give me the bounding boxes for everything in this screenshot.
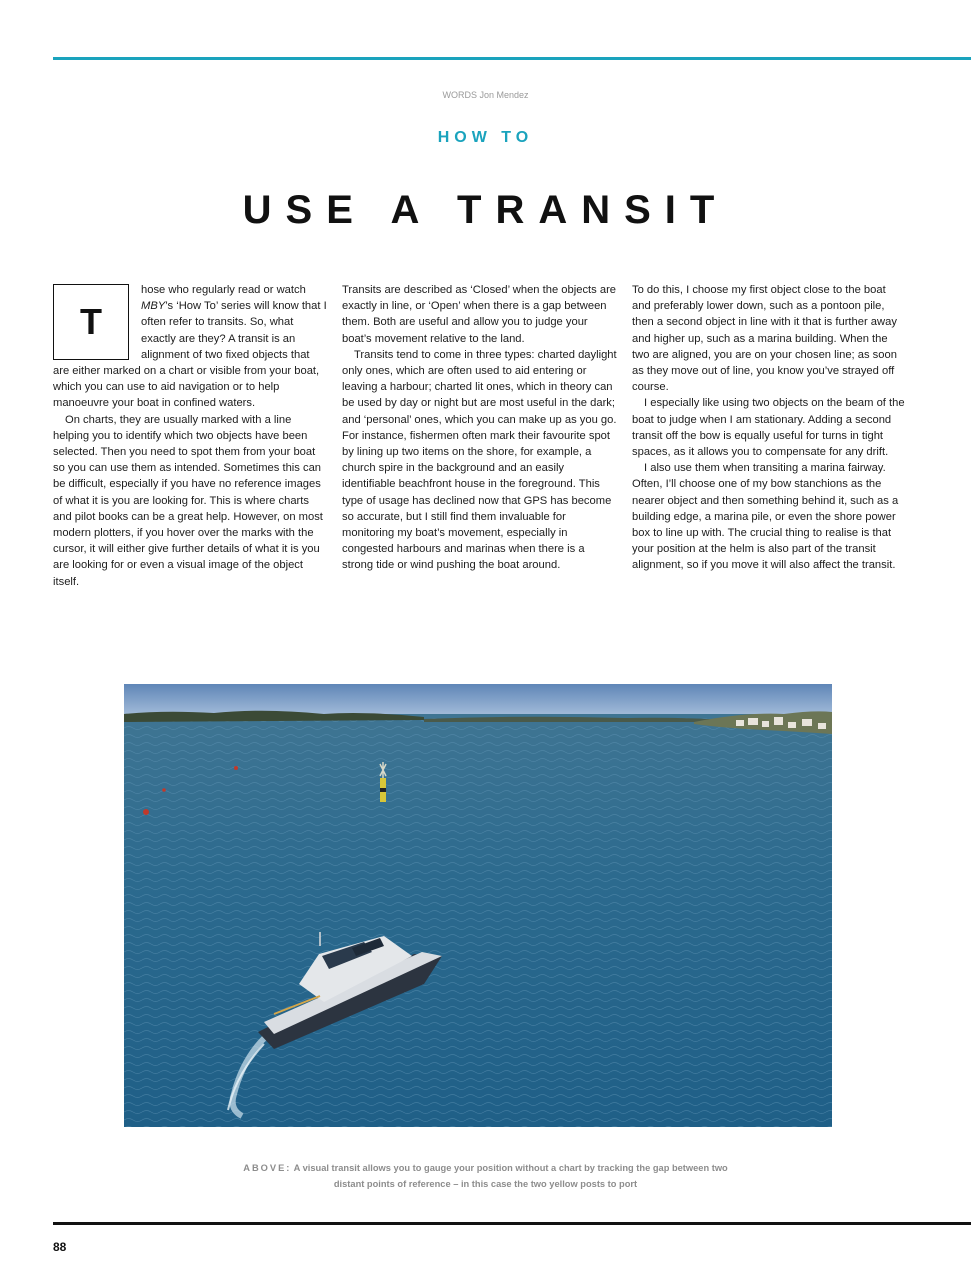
paragraph: hose who regularly read or watch MBY’s ‘How To’ series will know that I often refer to transits. So, what exactly are they? A transit is an alignment of two fixed objects that are either marked on a chart or visible from your boat, which you can use to aid navigation or to help manoeuvre your boat in confined waters. bbox=[53, 284, 327, 410]
page-number: 88 bbox=[53, 1240, 67, 1254]
column-2 bbox=[342, 282, 617, 574]
drop-cap: T bbox=[53, 284, 129, 360]
buoy bbox=[162, 788, 166, 792]
paragraph: I also use them when transiting a marina fairway. Often, I’ll choose one of my bow stanchions as the nearer object and then something behind it, such as a building edge, a marina pile, or even the shore power box to line up with. The crucial thing to realise is that your position at the helm is also part of the transit alignment, so if you move it will also affect the transit. bbox=[632, 462, 899, 572]
byline: WORDS Jon Mendez bbox=[442, 90, 529, 100]
caption-text: A visual transit allows you to gauge your position without a chart by tracking the gap between two distant points of reference – in this case the two yellow posts to port bbox=[293, 1163, 728, 1189]
photo-caption bbox=[230, 1160, 741, 1192]
bottom-rule bbox=[53, 1222, 971, 1225]
caption-label: ABOVE: bbox=[243, 1163, 292, 1173]
harbour-photo bbox=[124, 684, 832, 1127]
column-3 bbox=[632, 282, 907, 574]
buoy bbox=[234, 766, 238, 770]
article-title: USE A TRANSIT bbox=[242, 188, 729, 232]
column-1 bbox=[53, 282, 328, 590]
paragraph: Transits are described as ‘Closed’ when the objects are exactly in line, or ‘Open’ when there is a gap between them. Both are useful and allow you to judge your boat’s movement relative to the land. bbox=[342, 284, 617, 345]
section-kicker: HOW TO bbox=[437, 129, 534, 146]
paragraph: To do this, I choose my first object close to the boat and preferably lower down, such as a pontoon pile, then a second object in line with it that is further away and higher up, such as a marina building. When the two are aligned, you are on your chosen line; as soon as they move out of line, you know you’ve strayed off course. bbox=[632, 284, 897, 394]
buoy bbox=[143, 809, 149, 815]
top-rule bbox=[53, 57, 971, 60]
paragraph: On charts, they are usually marked with a line helping you to identify which two objects have been selected. Then you need to spot them from your boat so you can use them as intended. Sometimes this can be difficult, especially if you have no reference images of what it is you are looking for. This is where charts and pilot books can be a great help. However, on most modern plotters, if you hover over the marks with the cursor, it will either give further details of what it is you are looking for or even a visual image of the object itself. bbox=[53, 413, 323, 588]
paragraph: I especially like using two objects on the beam of the boat to judge when I am stationary. Adding a second transit off the bow is equally useful for turns in tight spaces, as it allows you to compensate for any drift. bbox=[632, 397, 905, 459]
paragraph: Transits tend to come in three types: charted daylight only ones, which are often used to aid entering or leaving a harbour; charted lit ones, which in theory can be used by day or night but are most useful in the dark; and ‘personal’ ones, which you can make up as you go. For instance, fishermen often mark their favourite spot by lining up two items on the shore, for example, a church spire in the background and an easily identifiable beachfront house in the foreground. This type of usage has declined now that GPS has become so accurate, but I still find them invaluable for monitoring my boat’s movement, especially in congested harbours and marinas when there is a strong tide or wind pushing the boat around. bbox=[342, 348, 617, 572]
